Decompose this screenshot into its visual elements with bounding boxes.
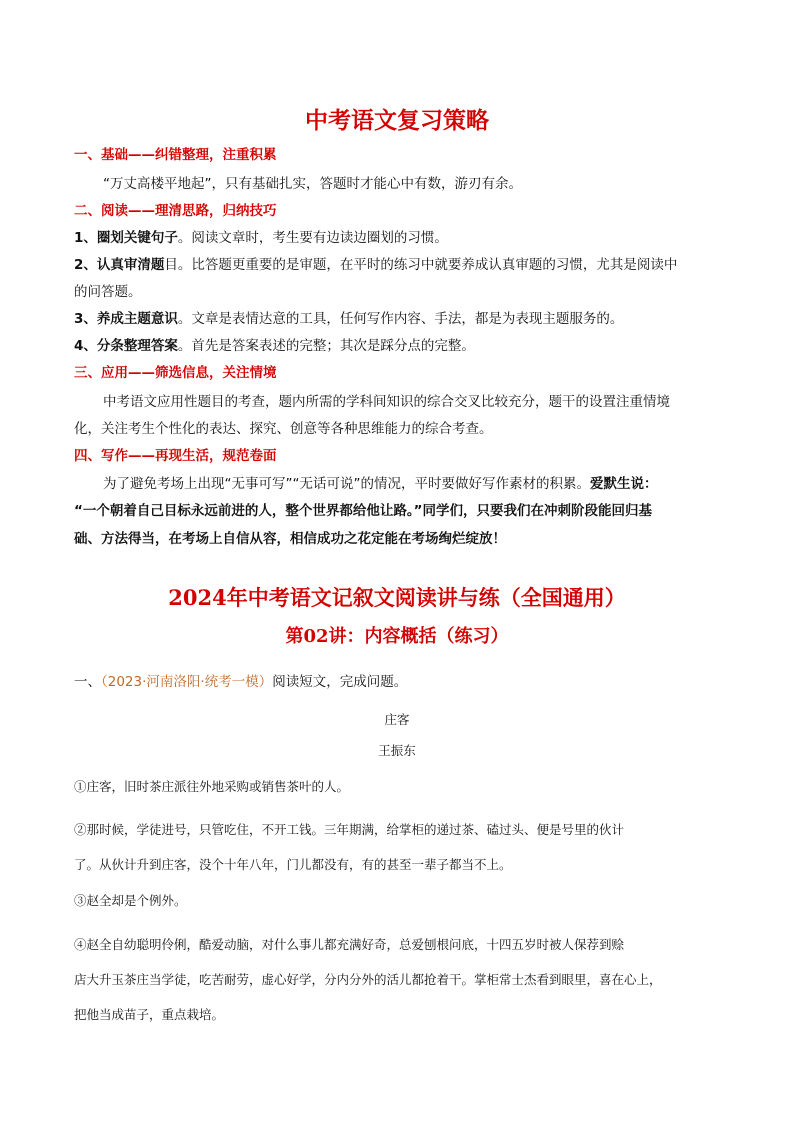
story-paragraph-4b: 店大升玉茶庄当学徒，吃苦耐劳，虚心好学，分内分外的活儿都抢着干。掌柜常士杰看到眼里，喜在心上，: [74, 972, 662, 987]
question-heading: [74, 670, 407, 690]
story-paragraph-3: ③赵全却是个例外。: [74, 893, 187, 908]
list-item-1: [74, 226, 448, 246]
section-text-4b: “一个朝着自己目标永远前进的人，整个世界都给他让路。”同学们，只要我们在冲刺阶段能回归基: [74, 503, 652, 519]
section-heading-4: 四、写作——再现生活，规范卷面: [74, 448, 277, 464]
question-text: 阅读短文，完成问题。: [272, 674, 408, 690]
list-item-1-bold: 1、圈划关键句子: [74, 230, 178, 246]
document-subtitle: 第02讲：内容概括（练习）: [285, 626, 509, 647]
section-text-4a: [103, 472, 657, 492]
list-item-4-text: 。首先是答案表述的完整；其次是踩分点的完整。: [177, 338, 475, 354]
story-author: 王振东: [378, 743, 416, 758]
list-item-4: [74, 334, 475, 354]
section-text-3b: 化，关注考生个性化的表达、探究、创意等各种思维能力的综合考查。: [74, 421, 493, 437]
list-item-1-text: 。阅读文章时，考生要有边读边圈划的习惯。: [177, 230, 448, 246]
list-item-3-bold: 3、养成主题意识: [74, 311, 178, 327]
document-title: 2024年中考语文记叙文阅读讲与练（全国通用）: [168, 585, 626, 610]
section-text-1: “万丈高楼平地起”，只有基础扎实，答题时才能心中有数，游刃有余。: [103, 176, 522, 192]
question-source: （2023·河南洛阳·统考一模）: [101, 674, 273, 690]
story-paragraph-4c: 把他当成苗子，重点栽培。: [74, 1007, 225, 1022]
list-item-3: [74, 307, 623, 327]
story-paragraph-2a: ②那时候，学徒进号，只管吃住，不开工钱。三年期满，给掌柜的递过茶、磕过头、便是号里的伙计: [74, 822, 625, 837]
story-paragraph-4a: ④赵全自幼聪明伶俐，酷爱动脑，对什么事儿都充满好奇，总爱刨根问底，十四五岁时被人保荐到赊: [74, 937, 625, 952]
section-text-4c: 础、方法得当，在考场上自信从容，相信成功之花定能在考场绚烂绽放！: [74, 531, 506, 547]
section-heading-2: 二、阅读——理清思路，归纳技巧: [74, 203, 277, 219]
story-paragraph-2b: 了。从伙计升到庄客，没个十年八年，门儿都没有，有的甚至一辈子都当不上。: [74, 857, 512, 872]
section-text-4a-normal: 为了避免考场上出现“无事可写”“无话可说”的情况，平时要做好写作素材的积累。: [103, 476, 590, 492]
page-title: 中考语文复习策略: [305, 108, 489, 134]
section-text-4a-bold: 爱默生说：: [589, 476, 658, 492]
list-item-2-bold: 2、认真审清题: [74, 257, 165, 273]
list-item-3-text: 。文章是表情达意的工具，任何写作内容、手法，都是为表现主题服务的。: [177, 311, 624, 327]
story-paragraph-1: ①庄客，旧时茶庄派往外地采购或销售茶叶的人。: [74, 779, 350, 794]
section-text-3a: 中考语文应用性题目的考查，题内所需的学科间知识的综合交叉比较充分，题干的设置注重情境: [103, 394, 670, 410]
story-title: 庄客: [384, 712, 410, 727]
list-item-2-cont: 的问答题。: [74, 284, 142, 300]
question-prefix: 一、: [74, 674, 101, 690]
section-heading-1: 一、基础——纠错整理，注重积累: [74, 147, 277, 163]
list-item-4-bold: 4、分条整理答案: [74, 338, 178, 354]
section-heading-3: 三、应用——筛选信息，关注情境: [74, 365, 277, 381]
list-item-2: [74, 253, 677, 273]
list-item-2-text: 目。比答题更重要的是审题，在平时的练习中就要养成认真审题的习惯，尤其是阅读中: [164, 257, 678, 273]
